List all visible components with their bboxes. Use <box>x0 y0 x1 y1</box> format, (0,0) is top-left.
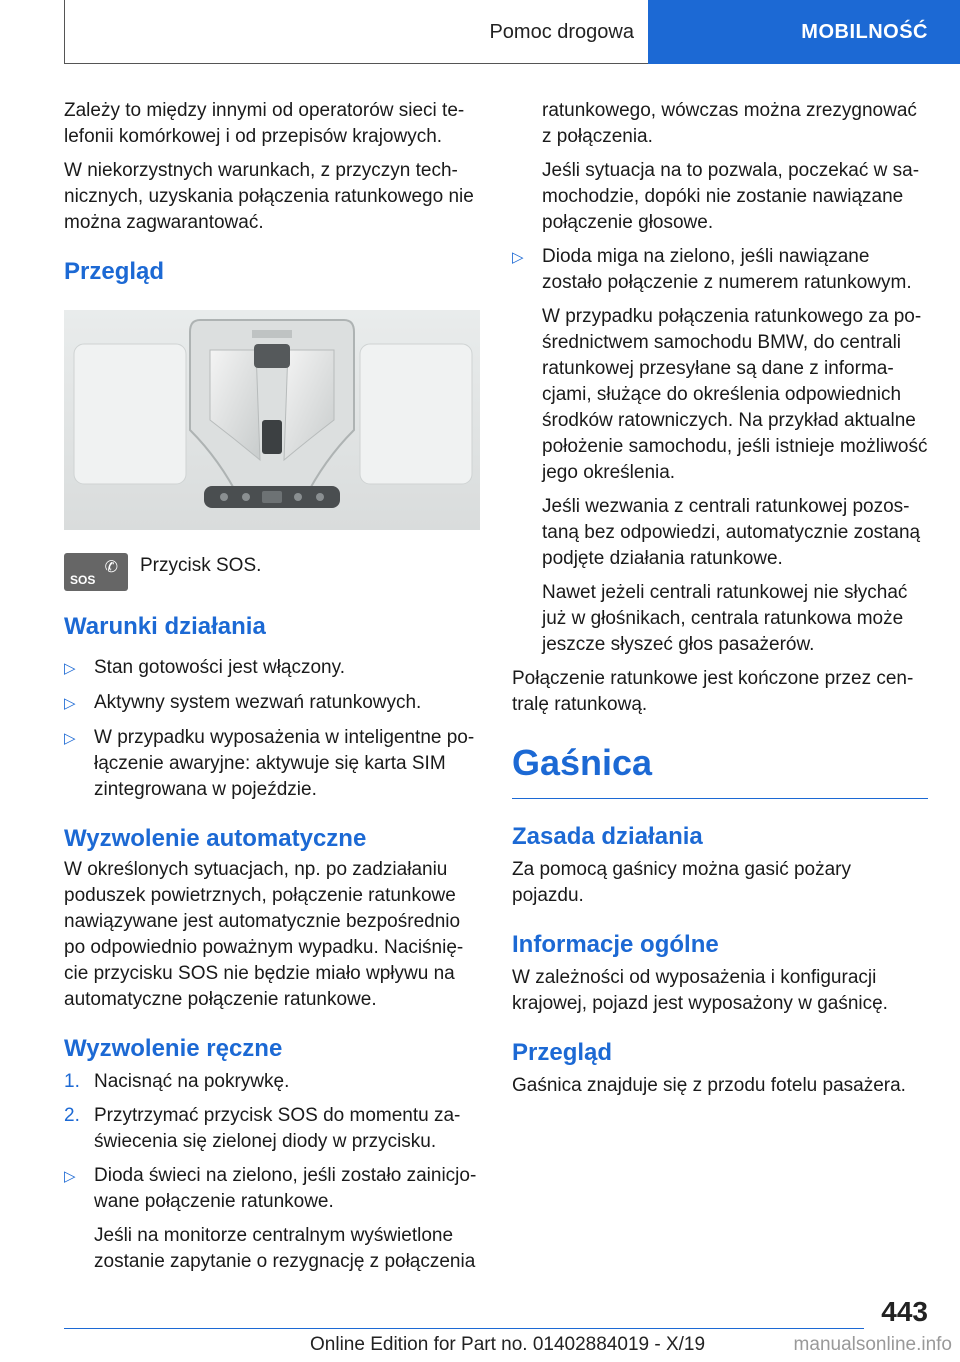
sos-icon-text: SOS <box>70 573 96 587</box>
list-item: ▷ Aktywny system wezwań ratunkowych. <box>64 690 480 717</box>
paragraph: Połączenie ratunkowe jest kończone przez centralę ratunkową. <box>512 668 914 715</box>
list-item: ▷ Stan gotowości jest włączony. <box>64 655 480 682</box>
triangle-bullet-icon: ▷ <box>64 695 76 712</box>
triangle-bullet-icon: ▷ <box>512 249 524 266</box>
list-item: ▷ Dioda miga na zielono, jeśli nawiązane zostało połączenie z numerem ratunkowym. <box>512 244 928 296</box>
watermark: manualsonline.info <box>793 1334 952 1355</box>
step-item: 2. Przytrzymać przycisk SOS do momentu zaświecenia się zielonej diody w przycisku. <box>64 1103 480 1155</box>
sos-button-icon <box>64 553 128 591</box>
sub-paragraph: Nawet jeżeli centrali ratunkowej nie słychać już w głośnikach, centrala ratunkowa może jeszcze słyszeć głos pasażerów. <box>542 582 908 655</box>
right-column <box>512 98 928 1107</box>
header-section-title: Pomoc drogowa <box>489 20 634 43</box>
heading-extinguisher: Gaśnica <box>512 742 928 799</box>
header-chapter-tab[interactable]: MOBILNOŚĆ <box>648 0 960 64</box>
phone-icon: ✆ <box>104 559 118 576</box>
footer-edition: Online Edition for Part no. 01402884019 - X/19 <box>310 1334 706 1355</box>
list-item: ▷ Dioda świeci na zielono, jeśli zostało zainicjowane połączenie ratunkowe. <box>64 1163 480 1215</box>
heading-manual: Wyzwolenie ręczne <box>64 1035 283 1062</box>
paragraph: W niekorzystnych warunkach, z przyczyn technicznych, uzyskania połączenia ratunkowego nie można zagwarantować. <box>64 160 474 233</box>
sos-legend-row <box>64 553 480 591</box>
triangle-bullet-icon: ▷ <box>64 730 76 747</box>
heading-conditions: Warunki działania <box>64 613 266 640</box>
sub-paragraph: Jeśli na monitorze centralnym wyświetlone zostanie zapytanie o rezygnację z połączenia <box>94 1225 476 1272</box>
sub-paragraph: Jeśli wezwania z centrali ratunkowej pozostaną bez odpowiedzi, automatycznie zostaną podjęte działania ratunkowe. <box>542 496 921 569</box>
heading-automatic: Wyzwolenie automatyczne <box>64 825 367 852</box>
triangle-bullet-icon: ▷ <box>64 660 76 677</box>
footer-divider <box>64 1328 864 1329</box>
paragraph: Za pomocą gaśnicy można gasić pożary pojazdu. <box>512 859 851 906</box>
heading-principle: Zasada działania <box>512 823 703 850</box>
left-column <box>64 98 480 1283</box>
heading-general-info: Informacje ogólne <box>512 931 719 958</box>
step-number: 1. <box>64 1071 80 1092</box>
heading-overview: Przegląd <box>64 258 165 285</box>
step-item: 1. Nacisnąć na pokrywkę. <box>64 1069 480 1095</box>
sub-paragraph: W przypadku połączenia ratunkowego za pośrednictwem samochodu BMW, do centrali ratunkowej przesyłane są dane z informacjami, służące do określenia odpowiednich środków ratowniczych. Na przykład aktualne położenie samochodu, jeśli istnieje możliwość jego określenia. <box>542 306 928 483</box>
heading-overview-extinguisher: Przegląd <box>512 1039 613 1066</box>
page-number: 443 <box>881 1296 928 1327</box>
conditions-list <box>64 655 480 803</box>
steps-list <box>64 1069 480 1215</box>
paragraph: W określonych sytuacjach, np. po zadziałaniu poduszek powietrznych, połączenie ratunkowe nawiązywane jest automatycznie bezpośrednio po odpowiednio poważnym wypadku. Naciśnięcie przycisku SOS nie będzie miało wpływu na automatyczne połączenie ratunkowe. <box>64 859 464 1010</box>
sub-paragraph: Jeśli sytuacja na to pozwala, poczekać w samochodzie, dopóki nie zostanie nawiązane połączenie głosowe. <box>542 160 920 233</box>
sub-paragraph: ratunkowego, wówczas można zrezygnować z połączenia. <box>542 100 917 147</box>
paragraph: W zależności od wyposażenia i konfiguracji krajowej, pojazd jest wyposażony w gaśnicę. <box>512 967 888 1014</box>
sos-caption: Przycisk SOS. <box>140 555 262 576</box>
step-number: 2. <box>64 1105 80 1126</box>
header-box <box>64 0 648 64</box>
paragraph: Zależy to między innymi od operatorów sieci telefonii komórkowej i od przepisów krajowych. <box>64 100 465 147</box>
roof-console-illustration <box>64 310 480 530</box>
paragraph: Gaśnica znajduje się z przodu fotelu pasażera. <box>512 1075 906 1096</box>
triangle-bullet-icon: ▷ <box>64 1168 76 1185</box>
list-item: ▷ W przypadku wyposażenia w inteligentne połączenie awaryjne: aktywuje się karta SIM zintegrowana w pojeździe. <box>64 725 480 803</box>
